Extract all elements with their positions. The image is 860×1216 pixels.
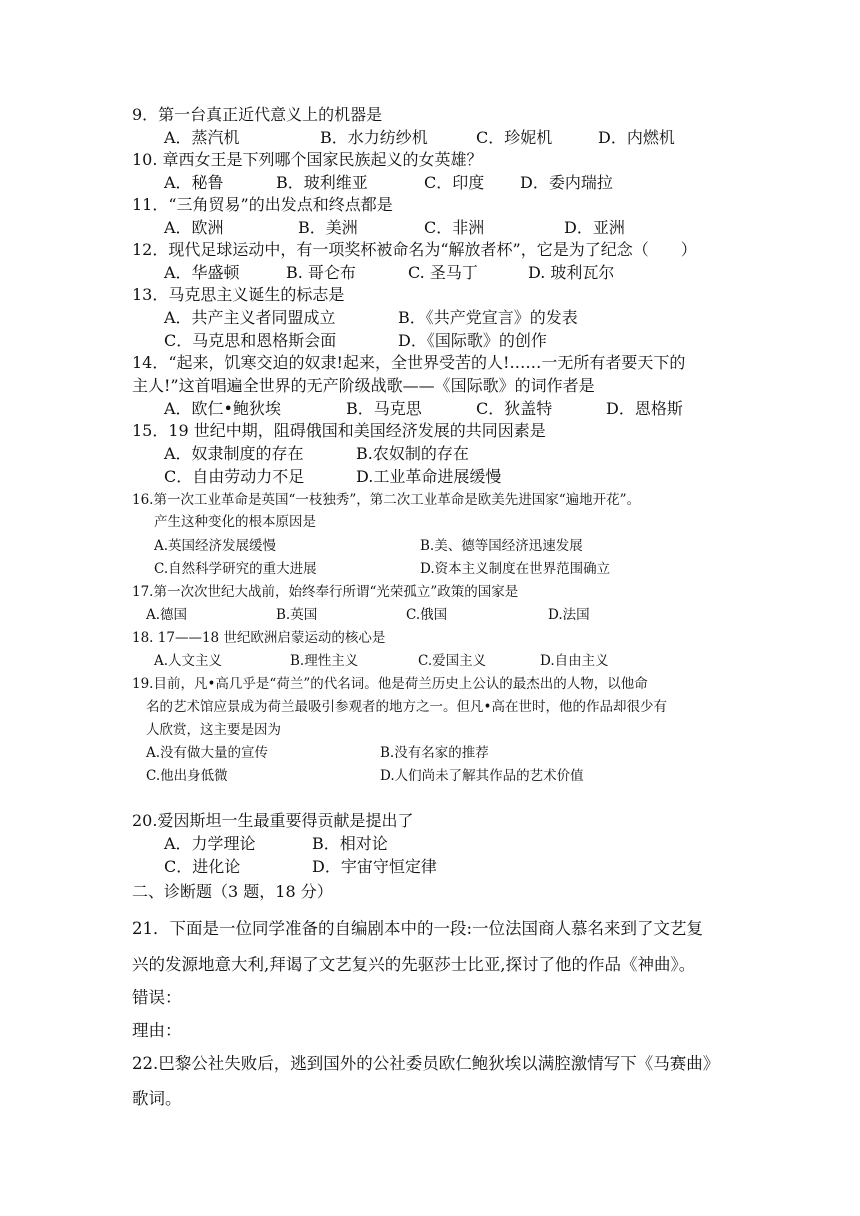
- question-18-option-b: B.理性主义: [290, 653, 359, 669]
- question-12-option-c: C. 圣马丁: [408, 263, 478, 282]
- question-14-stem-line-2: 主人!”这首唱遍全世界的无产阶级战歌——《国际歌》的词作者是: [132, 376, 595, 395]
- question-12-option-a: A．华盛顿: [164, 263, 240, 282]
- question-20-option-a: A．力学理论: [164, 834, 256, 853]
- section-2-heading: 二、诊断题（3 题，18 分）: [132, 882, 333, 901]
- question-15-option-c: C．自由劳动力不足: [164, 467, 305, 486]
- question-12-option-d: D. 玻利瓦尔: [528, 263, 615, 282]
- question-11-stem: 11．“三角贸易”的出发点和终点都是: [132, 195, 393, 214]
- question-11-option-d: D．亚洲: [564, 218, 625, 237]
- question-13-stem: 13．马克思主义诞生的标志是: [132, 285, 345, 304]
- question-19-stem-line-3: 人欣赏，这主要是因为: [146, 722, 281, 738]
- question-18-option-c: C.爱国主义: [418, 653, 487, 669]
- question-14-option-b: B．马克思: [346, 399, 422, 418]
- question-19-option-a: A.没有做大量的宣传: [146, 745, 269, 761]
- question-14-option-a: A．欧仁•鲍狄埃: [164, 399, 281, 418]
- question-9-stem: 9．第一台真正近代意义上的机器是: [132, 105, 383, 124]
- question-13-option-d: D．《国际歌》的创作: [398, 331, 547, 350]
- question-19-stem-line-2: 名的艺术馆应景成为荷兰最吸引参观者的地方之一。但凡•高在世时，他的作品却很少有: [146, 699, 667, 715]
- question-18-option-d: D.自由主义: [540, 653, 609, 669]
- question-22-line-2: 歌词。: [132, 1089, 182, 1108]
- question-10-option-a: A．秘鲁: [164, 173, 224, 192]
- question-17-option-c: C.俄国: [406, 607, 448, 623]
- question-16-stem-line-1: 16.第一次工业革命是英国“一枝独秀”，第二次工业革命是欧美先进国家“遍地开花”。: [132, 492, 641, 508]
- question-16-option-b: B.美、德等国经济迅速发展: [420, 538, 583, 554]
- question-13-option-a: A．共产主义者同盟成立: [164, 308, 336, 327]
- question-12-stem: 12．现代足球运动中，有一项奖杯被命名为“解放者杯”，它是为了纪念（ ）: [132, 240, 697, 259]
- question-11-option-c: C．非洲: [424, 218, 485, 237]
- question-15-stem: 15．19 世纪中期，阻碍俄国和美国经济发展的共同因素是: [132, 421, 546, 440]
- question-18-option-a: A.人文主义: [154, 653, 223, 669]
- question-9-option-c: C．珍妮机: [476, 128, 553, 147]
- question-17-option-a: A.德国: [146, 607, 188, 623]
- question-14-stem-line-1: 14．“起来，饥寒交迫的奴隶!起来，全世界受苦的人!……一无所有者要天下的: [132, 353, 686, 372]
- question-16-stem-line-2: 产生这种变化的根本原因是: [154, 514, 316, 530]
- question-15-option-b: B.农奴制的存在: [356, 444, 469, 463]
- question-16-option-a: A.英国经济发展缓慢: [154, 538, 277, 554]
- question-11-option-b: B．美洲: [298, 218, 358, 237]
- question-10-option-c: C．印度: [424, 173, 485, 192]
- question-17-option-d: D.法国: [548, 607, 590, 623]
- question-15-option-a: A．奴隶制度的存在: [164, 444, 304, 463]
- question-19-option-c: C.他出身低微: [146, 768, 228, 784]
- question-22-line-1: 22.巴黎公社失败后，逃到国外的公社委员欧仁鲍狄埃以满腔激情写下《马赛曲》: [132, 1054, 720, 1073]
- question-17-stem: 17.第一次次世纪大战前，始终奉行所谓“光荣孤立”政策的国家是: [132, 584, 519, 600]
- question-21-line-2: 兴的发源地意大利,拜谒了文艺复兴的先驱莎士比亚,探讨了他的作品《神曲》。: [132, 955, 696, 974]
- question-19-option-b: B.没有名家的推荐: [380, 745, 489, 761]
- question-15-option-d: D.工业革命进展缓慢: [356, 467, 502, 486]
- question-10-stem: 10. 章西女王是下列哪个国家民族起义的女英雄？: [132, 150, 483, 169]
- question-12-option-b: B. 哥仑布: [286, 263, 356, 282]
- question-13-option-b: B．《共产党宣言》的发表: [398, 308, 578, 327]
- question-17-option-b: B.英国: [276, 607, 318, 623]
- question-10-option-d: D．委内瑞拉: [520, 173, 613, 192]
- question-16-option-c: C.自然科学研究的重大进展: [154, 561, 317, 577]
- question-9-option-b: B．水力纺纱机: [320, 128, 428, 147]
- question-20-option-b: B．相对论: [312, 834, 388, 853]
- reason-label: 理由：: [132, 1021, 182, 1040]
- question-14-option-d: D．恩格斯: [606, 399, 683, 418]
- question-18-stem: 18. 17——18 世纪欧洲启蒙运动的核心是: [132, 630, 386, 646]
- question-16-option-d: D.资本主义制度在世界范围确立: [420, 561, 611, 577]
- question-20-option-c: C．进化论: [164, 857, 241, 876]
- question-21-line-1: 21．下面是一位同学准备的自编剧本中的一段:一位法国商人慕名来到了文艺复: [132, 919, 704, 938]
- question-13-option-c: C．马克思和恩格斯会面: [164, 331, 337, 350]
- error-label: 错误：: [132, 988, 182, 1007]
- question-19-stem-line-1: 19.目前，凡•高几乎是“荷兰”的代名词。他是荷兰历史上公认的最杰出的人物，以他命: [132, 676, 648, 692]
- question-20-option-d: D．宇宙守恒定律: [312, 857, 437, 876]
- question-19-option-d: D.人们尚未了解其作品的艺术价值: [380, 768, 584, 784]
- question-9-option-d: D．内燃机: [598, 128, 675, 147]
- question-9-option-a: A．蒸汽机: [164, 128, 240, 147]
- question-11-option-a: A．欧洲: [164, 218, 224, 237]
- question-14-option-c: C．狄盖特: [476, 399, 553, 418]
- question-10-option-b: B．玻利维亚: [276, 173, 368, 192]
- question-20-stem: 20.爱因斯坦一生最重要得贡献是提出了: [132, 811, 414, 830]
